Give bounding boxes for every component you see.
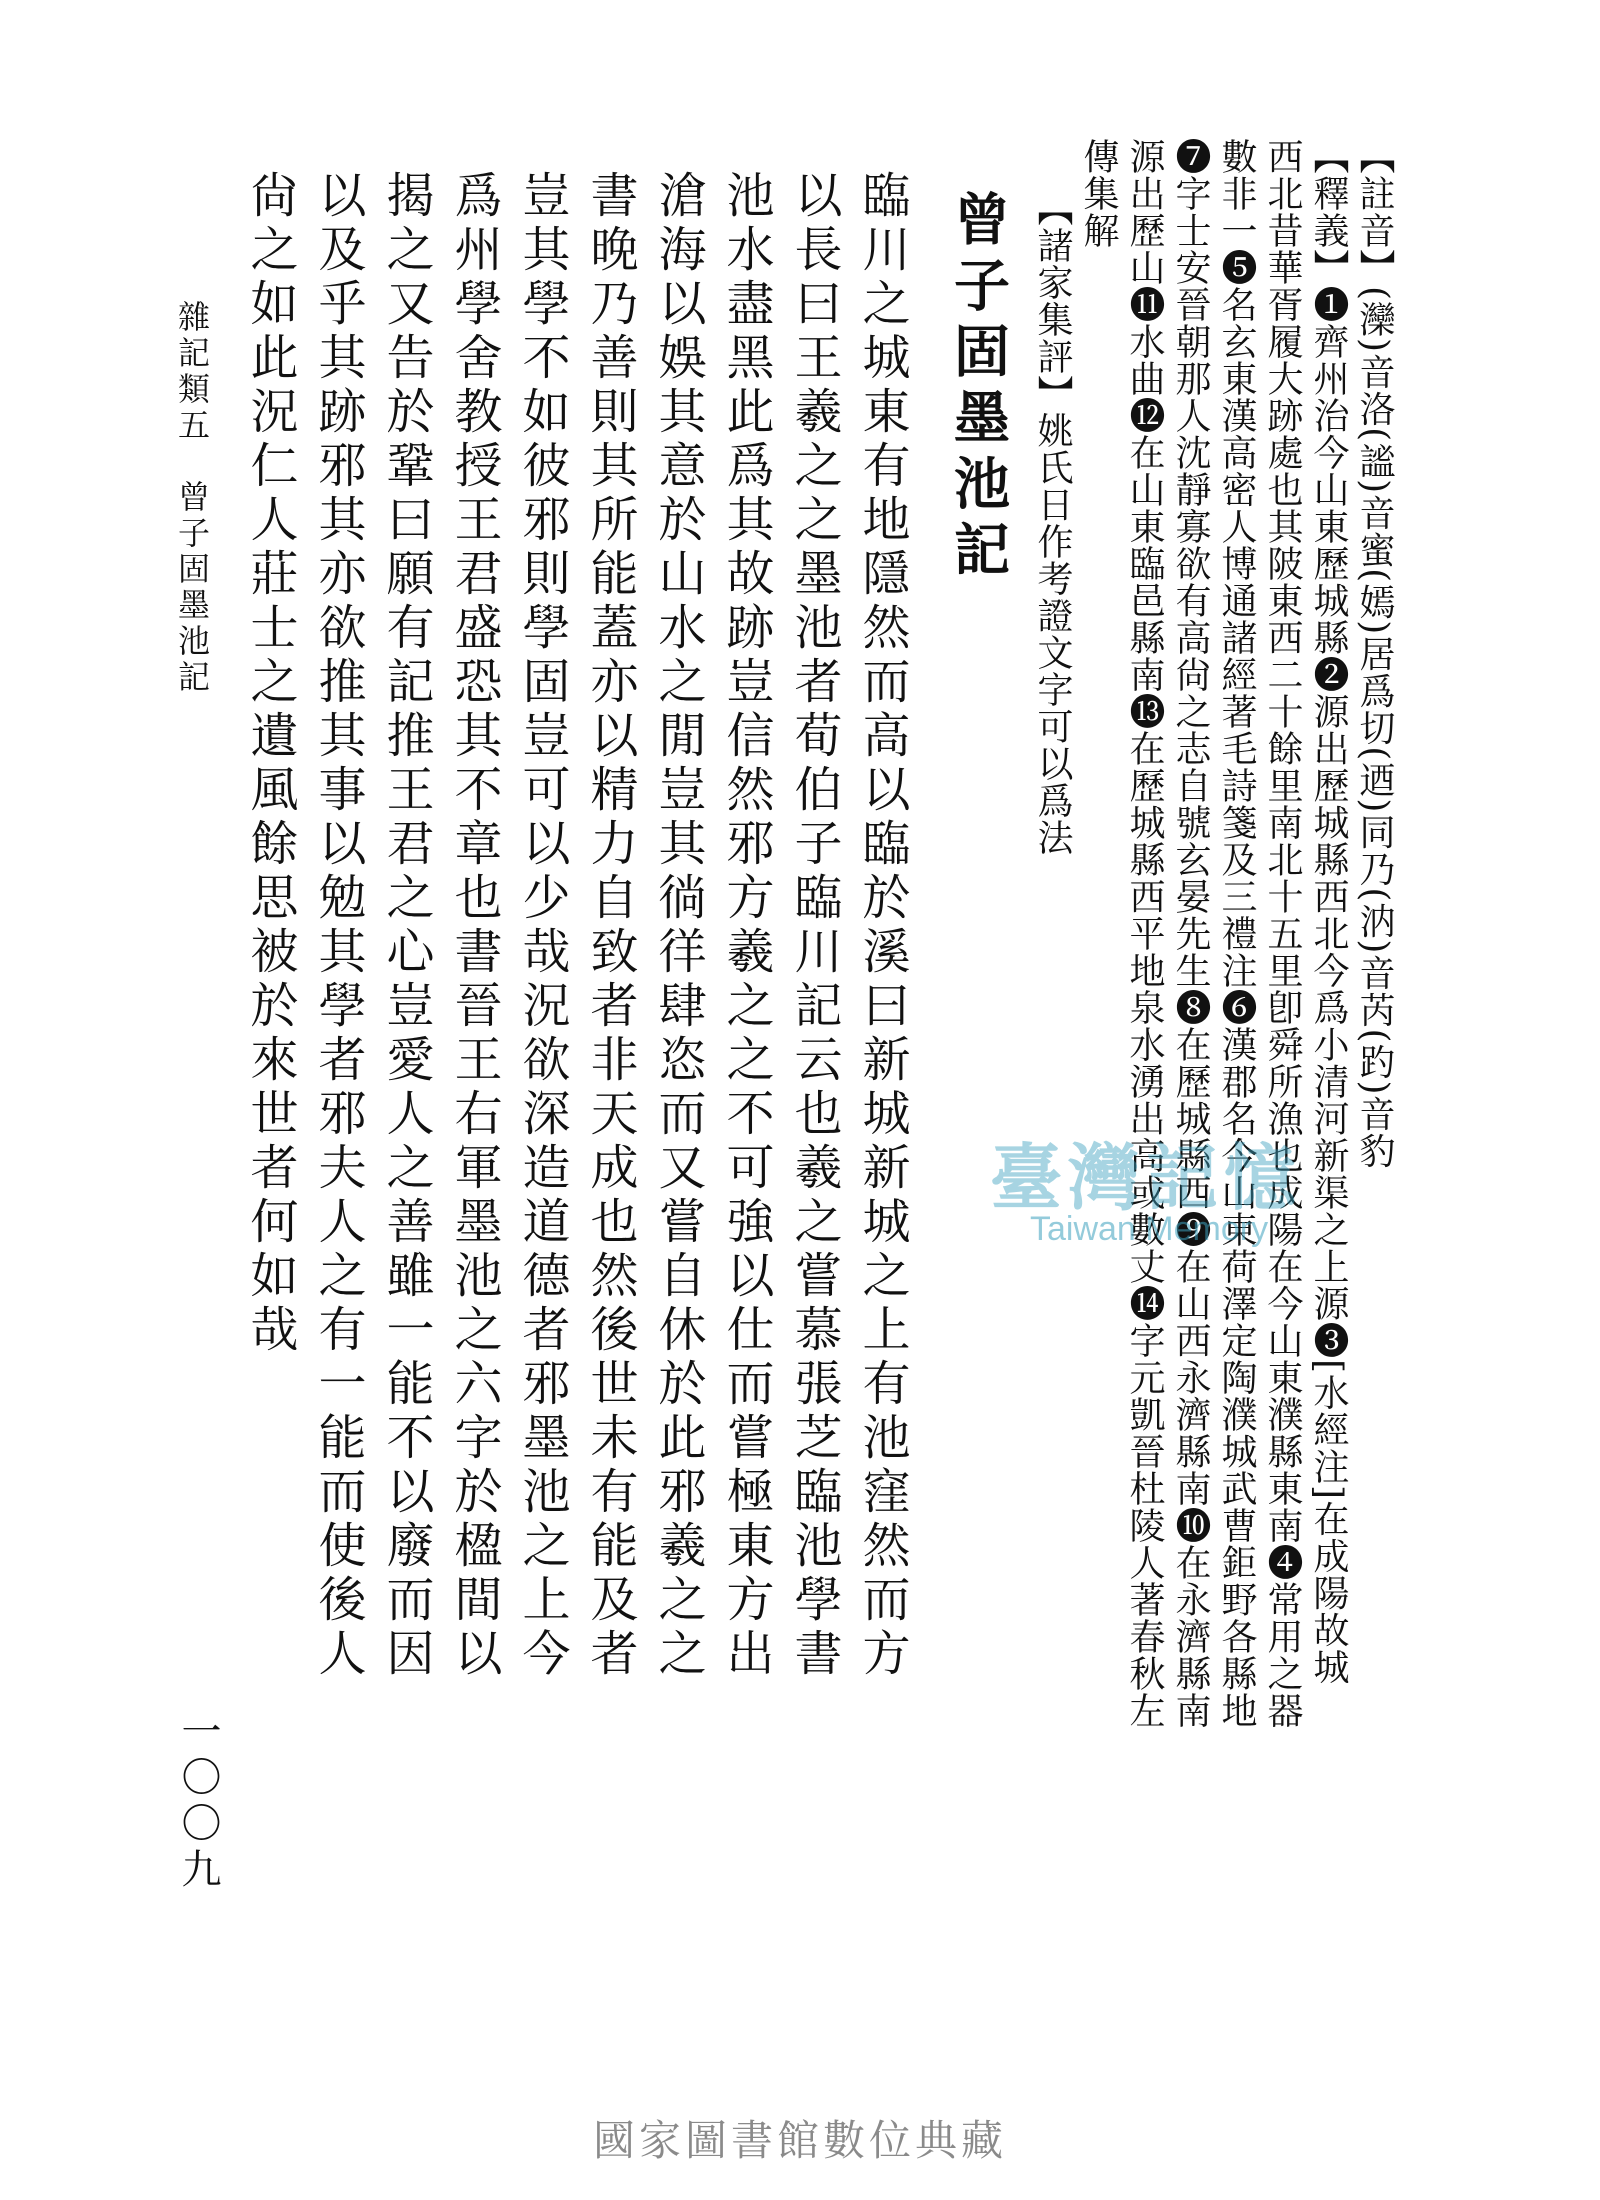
collection-label: 國家圖書館數位典藏 bbox=[592, 2116, 1007, 2165]
body-column-9: 以及乎其跡邪其亦欲推其事以勉其學者邪夫人之有一能而使後人 bbox=[310, 170, 366, 1682]
note-column-6: 源出歷山⓫水曲⓬在山東臨邑縣南⓭在歷城縣西平地泉水湧出高或數丈⓮字元凱晉杜陵人著春秋左 bbox=[1124, 138, 1165, 1729]
body-column-8: 揭之又告於鞏曰願有記推王君之心豈愛人之善雖一能不以廢而因 bbox=[378, 170, 434, 1682]
taiwan-memory-watermark-subtext: Taiwan Memory bbox=[1030, 1210, 1269, 1248]
essay-title: 曾子固墨池記 bbox=[945, 190, 1011, 586]
note-column-1: 【註音】(灤)音洛(謐)音蜜(嫣)居爲切(迺)同乃(汭)音芮(趵)音豹 bbox=[1354, 138, 1395, 1170]
note-column-3: 西北昔華胥履大跡處也其陂東西二十餘里南北十五里卽舜所漁也成陽在今山東濮縣東南❹常用之器 bbox=[1262, 138, 1303, 1729]
note-column-4: 數非一❺名玄東漢高密人博通諸經著毛詩箋及三禮注❻漢郡名今山東荷澤定陶濮城武曹鉅野各縣地 bbox=[1216, 138, 1257, 1729]
body-column-4: 滄海以娛其意於山水之閒豈其徜徉肆恣而又嘗自休於此邪羲之之 bbox=[650, 170, 706, 1682]
taiwan-memory-watermark: 臺灣記憶 bbox=[990, 1135, 1303, 1220]
body-column-1: 臨川之城東有地隱然而高以臨於溪曰新城新城之上有池窪然而方 bbox=[854, 170, 910, 1682]
body-column-3: 池水盡黑此爲其故跡豈信然邪方羲之之不可強以仕而嘗極東方出 bbox=[718, 170, 774, 1682]
running-head: 雜記類五 曾子固墨池記 bbox=[173, 300, 211, 696]
body-column-2: 以長曰王羲之之墨池者荀伯子臨川記云也羲之嘗慕張芝臨池學書 bbox=[786, 170, 842, 1682]
page-number: 一〇〇九 bbox=[175, 1710, 221, 1894]
body-column-5: 書晚乃善則其所能蓋亦以精力自致者非天成也然後世未有能及者 bbox=[582, 170, 638, 1682]
note-column-8: 【諸家集評】姚氏日作考證文字可以爲法 bbox=[1032, 190, 1073, 856]
note-column-5: ❼字士安晉朝那人沈靜寡欲有高尙之志自號玄晏先生❽在歷城縣西❾在山西永濟縣南❿在永濟縣南 bbox=[1170, 138, 1211, 1729]
body-column-10: 尙之如此況仁人莊士之遺風餘思被於來世者何如哉 bbox=[242, 170, 298, 1358]
body-column-7: 爲州學舍教授王君盛恐其不章也書晉王右軍墨池之六字於楹間以 bbox=[446, 170, 502, 1682]
body-column-6: 豈其學不如彼邪則學固豈可以少哉況欲深造道德者邪墨池之上今 bbox=[514, 170, 570, 1682]
note-column-2: 【釋義】❶齊州治今山東歷城縣❷源出歷城縣西北今爲小清河新渠之上源❸[水經注]在成陽故城 bbox=[1308, 138, 1349, 1686]
note-column-7: 傳集解 bbox=[1078, 138, 1119, 249]
